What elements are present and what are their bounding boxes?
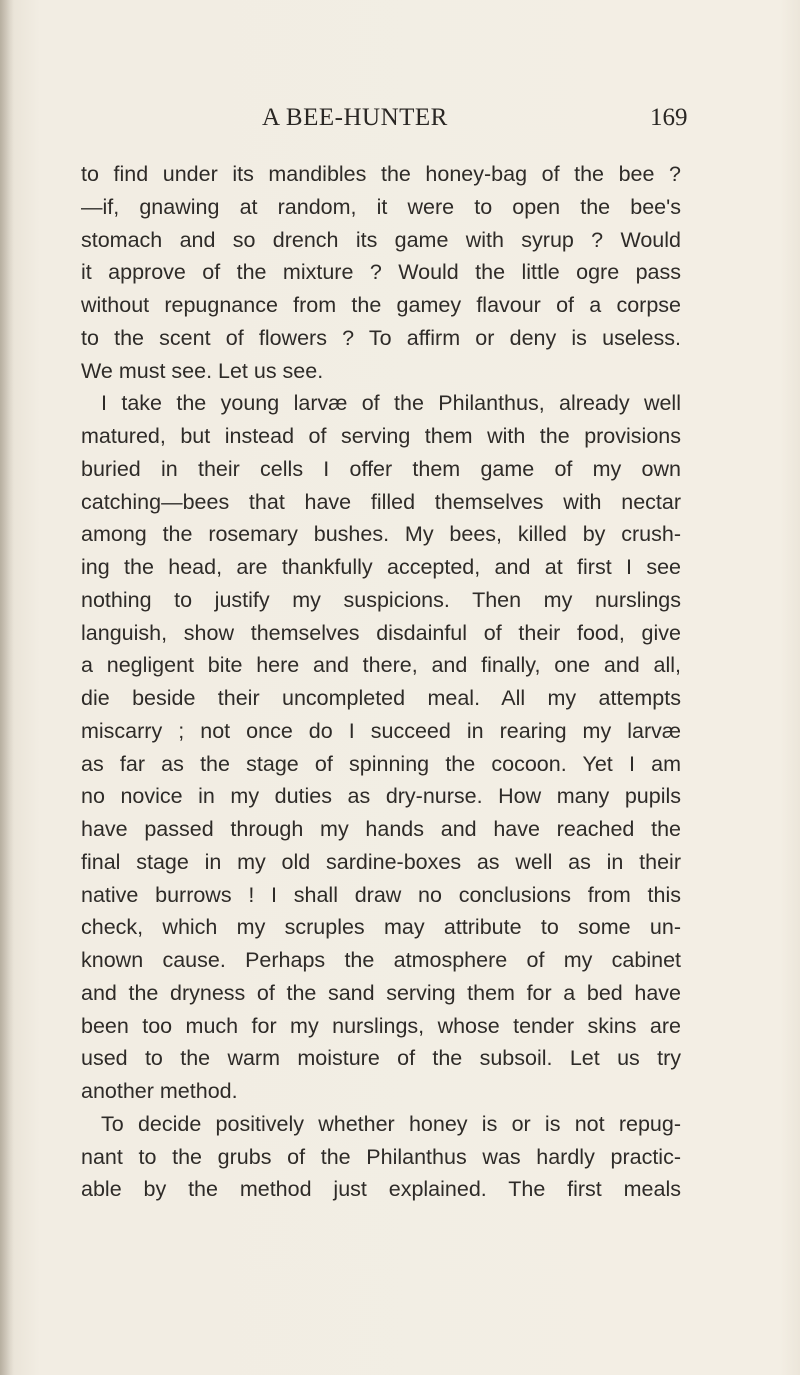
- binding-shadow: [0, 0, 14, 1375]
- text-line: I take the young larvæ of the Philanthus, already well: [101, 391, 681, 416]
- text-line: check, which my scruples may attribute to some un-: [81, 915, 681, 940]
- text-line: matured, but instead of serving them with the provisions: [81, 424, 681, 448]
- text-line: to find under its mandibles the honey-bag of the bee ?: [81, 162, 681, 186]
- text-line: among the rosemary bushes. My bees, killed by crush-: [81, 522, 681, 547]
- text-line: languish, show themselves disdainful of their food, give: [81, 620, 681, 645]
- text-line: without repugnance from the gamey flavour of a corpse: [81, 293, 681, 317]
- page-header: [0, 104, 800, 140]
- text-line: have passed through my hands and have reached the: [81, 817, 681, 841]
- page-number: 169: [650, 104, 688, 131]
- text-line: final stage in my old sardine-boxes as well as in their: [81, 849, 681, 874]
- text-line: as far as the stage of spinning the cocoon. Yet I am: [81, 751, 681, 776]
- text-line: known cause. Perhaps the atmosphere of my cabinet: [81, 948, 681, 972]
- text-line: nant to the grubs of the Philanthus was hardly practic-: [81, 1144, 681, 1169]
- text-line: been too much for my nurslings, whose tender skins are: [81, 1013, 681, 1038]
- text-line: die beside their uncompleted meal. All my attempts: [81, 686, 681, 710]
- text-line: nothing to justify my suspicions. Then my nurslings: [81, 587, 681, 612]
- text-line: native burrows ! I shall draw no conclusions from this: [81, 882, 681, 907]
- running-head: A BEE-HUNTER: [262, 104, 448, 131]
- text-line: We must see. Let us see.: [81, 358, 324, 383]
- text-line: it approve of the mixture ? Would the little ogre pass: [81, 260, 681, 285]
- text-line: another method.: [81, 1079, 238, 1103]
- text-line: catching—bees that have filled themselves with nectar: [81, 489, 681, 514]
- text-line: —if, gnawing at random, it were to open the bee's: [81, 194, 681, 219]
- text-line: able by the method just explained. The first meals: [81, 1177, 681, 1202]
- text-line: to the scent of flowers ? To affirm or deny is useless.: [81, 325, 681, 350]
- text-line: buried in their cells I offer them game of my own: [81, 456, 681, 481]
- text-line: stomach and so drench its game with syrup ? Would: [81, 227, 681, 252]
- text-line: no novice in my duties as dry-nurse. How many pupils: [81, 784, 681, 809]
- text-line: used to the warm moisture of the subsoil. Let us try: [81, 1046, 681, 1071]
- text-line: a negligent bite here and there, and finally, one and all,: [81, 653, 681, 678]
- text-line: miscarry ; not once do I succeed in rearing my larvæ: [81, 718, 681, 743]
- text-line: ing the head, are thankfully accepted, and at first I see: [81, 555, 681, 579]
- text-line: To decide positively whether honey is or is not repug-: [101, 1111, 681, 1136]
- text-line: and the dryness of the sand serving them for a bed have: [81, 980, 681, 1005]
- body-text: [81, 158, 681, 1206]
